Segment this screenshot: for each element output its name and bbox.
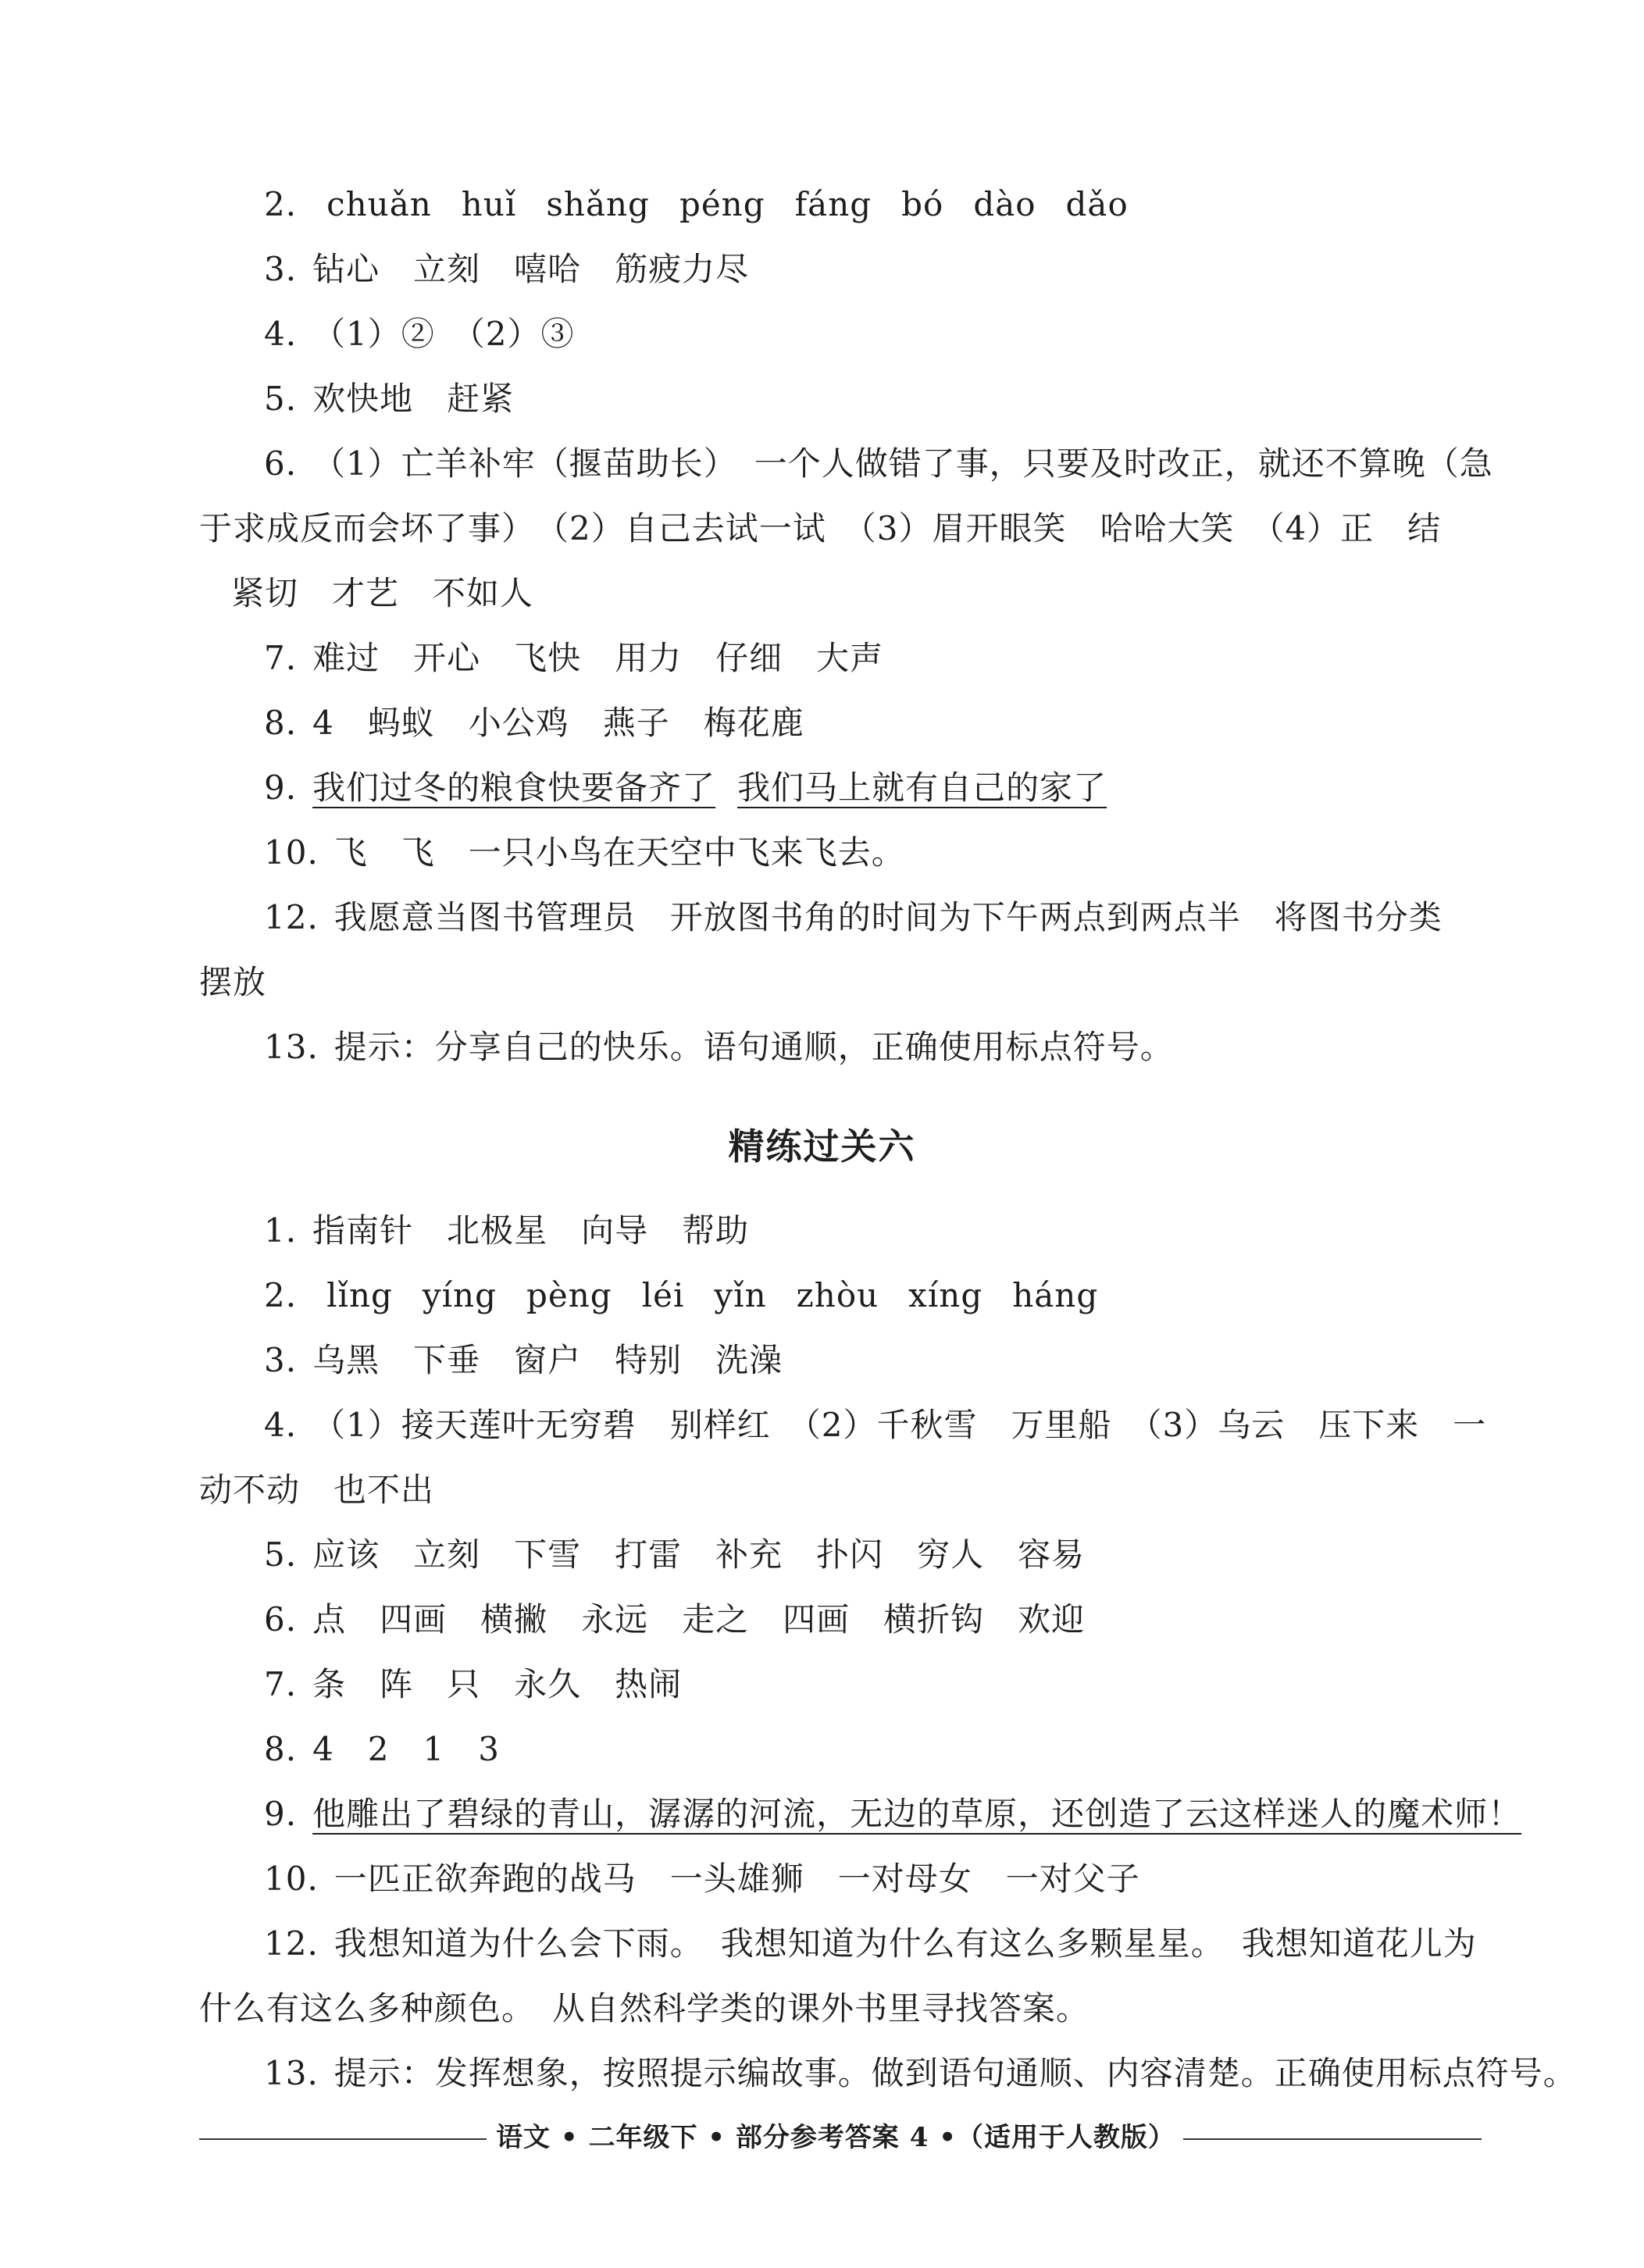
pinyin-item: péng <box>679 185 765 223</box>
answer-1: 1. 指南针 北极星 向导 帮助 <box>264 1211 750 1250</box>
pinyin-item: huǐ <box>461 185 517 223</box>
answer-12: 12. 我愿意当图书管理员 开放图书角的时间为下午两点到两点半 将图书分类 <box>264 898 1443 936</box>
pinyin-item: dǎo <box>1065 185 1129 223</box>
answer-2-pinyin: 2. chuǎn huǐ shǎng péng fáng bó dào dǎo <box>264 185 1129 223</box>
footer-rule-right <box>1183 2138 1482 2140</box>
answer-8: 8. 4 蚂蚁 小公鸡 燕子 梅花鹿 <box>264 704 804 742</box>
answer-13: 13. 提示：分享自己的快乐。语句通顺，正确使用标点符号。 <box>264 1028 1174 1066</box>
pinyin-item: háng <box>1012 1276 1099 1314</box>
answer-6: 6. （1）亡羊补牢（揠苗助长） 一个人做错了事，只要及时改正，就还不算晚（急 <box>264 444 1493 483</box>
answer-10: 10. 一匹正欲奔跑的战马 一头雄狮 一对母女 一对父子 <box>264 1860 1140 1898</box>
pinyin-item: chuǎn <box>326 185 432 223</box>
pinyin-item: zhòu <box>796 1276 879 1314</box>
answer-6: 6. 点 四画 横撇 永远 走之 四画 横折钩 欢迎 <box>264 1600 1086 1639</box>
answer-5: 5. 欢快地 赶紧 <box>264 380 515 418</box>
underlined-sentence: 我们马上就有自己的家了 <box>737 768 1107 807</box>
answer-12: 12. 我想知道为什么会下雨。 我想知道为什么有这么多颗星星。 我想知道花儿为 <box>264 1924 1477 1963</box>
pinyin-item: lǐng <box>326 1276 393 1314</box>
pinyin-item: xíng <box>908 1276 983 1314</box>
answer-6-cont: 于求成反而会坏了事） （2）自己去试一试 （3）眉开眼笑 哈哈大笑 （4）正 结 <box>199 509 1442 547</box>
pinyin-item: yǐn <box>714 1276 767 1314</box>
answer-9: 9. 我们过冬的粮食快要备齐了 我们马上就有自己的家了 <box>264 768 1107 807</box>
answer-2-pinyin: 2. lǐng yíng pèng léi yǐn zhòu xíng háng <box>264 1276 1099 1314</box>
answer-9: 9. 他雕出了碧绿的青山，潺潺的河流，无边的草原，还创造了云这样迷人的魔术师！ <box>264 1795 1522 1833</box>
underlined-sentence: 他雕出了碧绿的青山，潺潺的河流，无边的草原，还创造了云这样迷人的魔术师！ <box>312 1795 1522 1833</box>
answer-7: 7. 难过 开心 飞快 用力 仔细 大声 <box>264 639 884 677</box>
pinyin-item: pèng <box>526 1276 612 1314</box>
pinyin-item: fáng <box>794 185 872 223</box>
pinyin-item: shǎng <box>546 185 650 223</box>
answer-6-cont2: 紧切 才艺 不如人 <box>231 574 534 612</box>
footer-text: 语文 • 二年级下 • 部分参考答案 4 •（适用于人教版） <box>496 2122 1175 2153</box>
footer-rule-left <box>199 2138 487 2140</box>
answer-4: 4. （1）接天莲叶无穷碧 别样红 （2）千秋雪 万里船 （3）乌云 压下来 一 <box>264 1406 1487 1444</box>
underlined-sentence: 我们过冬的粮食快要备齐了 <box>312 768 716 807</box>
pinyin-item: yíng <box>422 1276 497 1314</box>
answer-4-cont: 动不动 也不出 <box>199 1471 435 1509</box>
answer-10: 10. 飞 飞 一只小鸟在天空中飞来飞去。 <box>264 833 905 872</box>
answer-7: 7. 条 阵 只 永久 热闹 <box>264 1665 683 1703</box>
answer-3: 3. 乌黑 下垂 窗户 特别 洗澡 <box>264 1341 783 1379</box>
page-footer <box>0 2118 1644 2157</box>
pinyin-item: bó <box>901 185 944 223</box>
answer-13: 13. 提示：发挥想象，按照提示编故事。做到语句通顺、内容清楚。正确使用标点符号。 <box>264 2054 1577 2092</box>
answer-3: 3. 钻心 立刻 嘻哈 筋疲力尽 <box>264 250 750 288</box>
answer-12-cont: 什么有这么多种颜色。 从自然科学类的课外书里寻找答案。 <box>199 1989 1090 2027</box>
answer-5: 5. 应该 立刻 下雪 打雷 补充 扑闪 穷人 容易 <box>264 1535 1086 1574</box>
pinyin-item: dào <box>973 185 1036 223</box>
answer-12-cont: 摆放 <box>199 963 267 1001</box>
answer-8: 8. 4 2 1 3 <box>264 1730 500 1768</box>
section-title: 精练过关六 <box>728 1125 916 1168</box>
pinyin-item: léi <box>641 1276 685 1314</box>
answer-4: 4. （1）② （2）③ <box>264 315 575 353</box>
